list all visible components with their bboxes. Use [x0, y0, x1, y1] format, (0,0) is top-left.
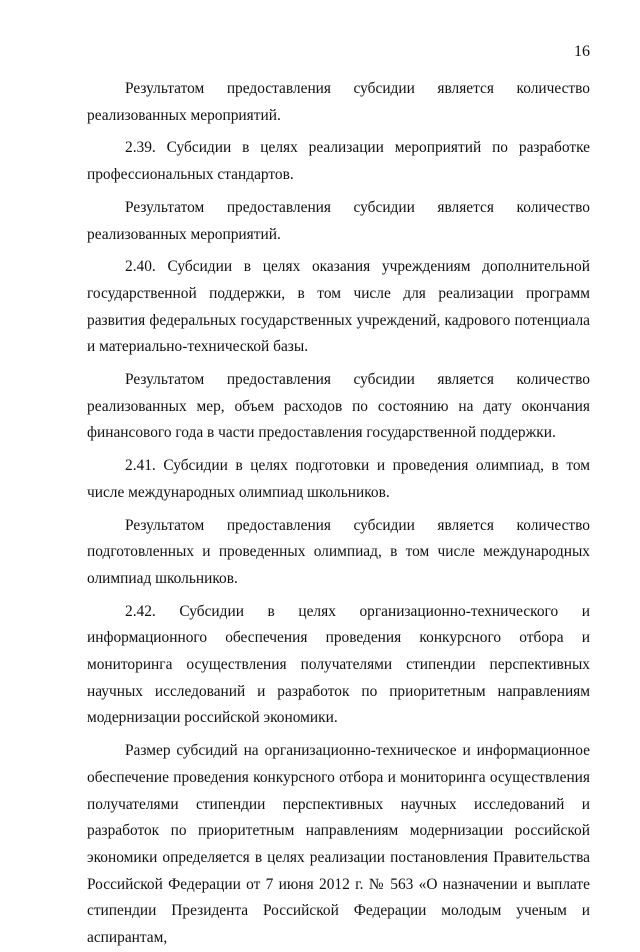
- paragraph-result-2-39: Результатом предоставления субсидии является количество реализованных мероприятий.: [87, 198, 590, 243]
- paragraph-result-2-38: Результатом предоставления субсидии является количество реализованных мероприятий.: [87, 80, 590, 124]
- paragraph-subsidy-amount: Размер субсидий на организационно-техническое и информационное обеспечение проведения конкурсного отбора и мониторинга осуществления получателями стипендии перспективных научных исследований и разработок по приоритетным направлениям модернизации российской экономики определяется в целях реализации постановления Правительства Российской Федерации от 7 июня 2012 г. № 563 «О назначении и выплате стипендии Президента Российской Федерации молодым ученым и аспирантам,: [87, 742, 590, 947]
- paragraph-2-39: 2.39. Субсидии в целях реализации мероприятий по разработке профессиональных стандартов.: [87, 139, 590, 184]
- paragraph-2-41: 2.41. Субсидии в целях подготовки и проведения олимпиад, в том числе международных олимпиад школьников.: [87, 457, 590, 501]
- paragraph-2-40: 2.40. Субсидии в целях оказания учреждениям дополнительной государственной поддержки, в том числе для реализации программ развития федеральных государственных учреждений, кадрового потенциала и материально-технической базы.: [87, 258, 590, 356]
- document-body: [87, 76, 590, 952]
- paragraph-result-2-41: Результатом предоставления субсидии является количество подготовленных и проведенных олимпиад, в том числе международных олимпиад школьников.: [87, 516, 590, 587]
- page-number: 16: [574, 43, 590, 60]
- paragraph-result-2-40: Результатом предоставления субсидии является количество реализованных мер, объем расходов по состоянию на дату окончания финансового года в части предоставления государственной поддержки.: [87, 371, 590, 442]
- paragraph-2-42: 2.42. Субсидии в целях организационно-технического и информационного обеспечения проведения конкурсного отбора и мониторинга осуществления получателями стипендии перспективных научных исследований и разработок по приоритетным направлениям модернизации российской экономики.: [87, 602, 590, 727]
